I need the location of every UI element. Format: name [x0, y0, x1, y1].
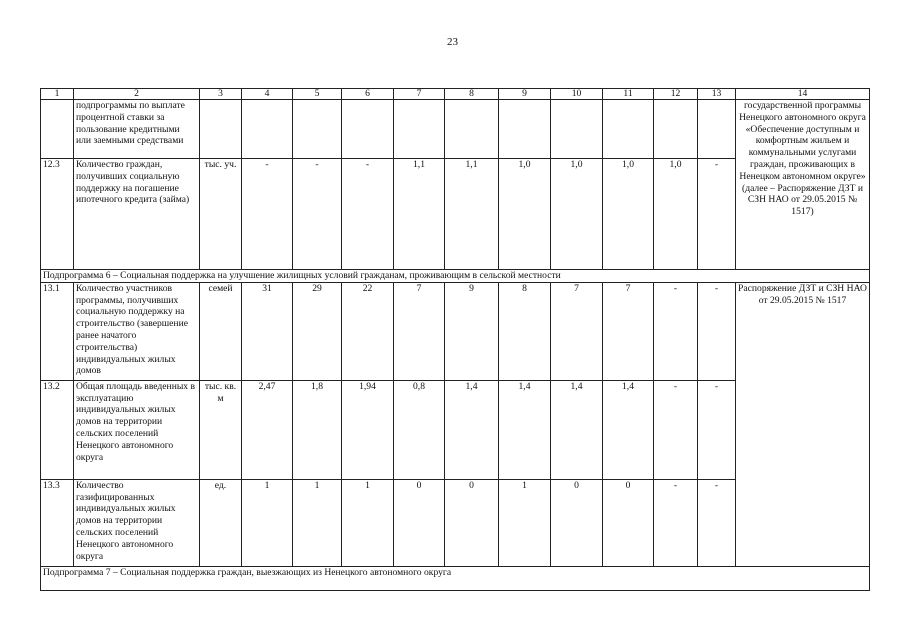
header-cell: 5: [293, 89, 342, 100]
value-cell: 1,0: [654, 159, 698, 270]
header-cell: 9: [499, 89, 551, 100]
header-cell: 1: [41, 89, 74, 100]
header-cell: 7: [394, 89, 445, 100]
header-cell: 11: [603, 89, 654, 100]
header-cell: 3: [200, 89, 242, 100]
row-number: 12.3: [41, 159, 74, 270]
header-cell: 13: [698, 89, 736, 100]
subprogram-heading: Подпрограмма 7 – Социальная поддержка граждан, выезжающих из Ненецкого автономного округа: [41, 566, 870, 590]
indicators-table: [40, 88, 870, 591]
unit-cell: тыс. уч.: [200, 159, 242, 270]
value-cell: 1: [342, 479, 394, 566]
value-cell: -: [698, 159, 736, 270]
value-cell: 1: [293, 479, 342, 566]
table-row: [41, 100, 870, 159]
header-row: [41, 89, 870, 100]
value-cell: 0: [394, 479, 445, 566]
page-number: 23: [447, 36, 458, 48]
value-cell: -: [242, 159, 293, 270]
indicator-name: Количество граждан, получивших социальную поддержку на погашение ипотечного кредита (займа): [74, 159, 200, 270]
indicator-name: Общая площадь введенных в эксплуатацию индивидуальных жилых домов на территории сельских поселений Ненецкого автономного округа: [74, 380, 200, 479]
header-cell: 12: [654, 89, 698, 100]
value-cell: -: [654, 380, 698, 479]
value-cell: -: [293, 159, 342, 270]
value-cell: 1,4: [499, 380, 551, 479]
value-cell: -: [342, 159, 394, 270]
row-number: 13.3: [41, 479, 74, 566]
header-cell: 4: [242, 89, 293, 100]
section-row: [41, 270, 870, 283]
value-cell: 7: [551, 282, 603, 380]
source-cell: Распоряжение ДЗТ и СЗН НАО от 29.05.2015 № 1517: [736, 282, 870, 566]
value-cell: 0: [603, 479, 654, 566]
value-cell: 2,47: [242, 380, 293, 479]
header-cell: 6: [342, 89, 394, 100]
unit-cell: тыс. кв. м: [200, 380, 242, 479]
header-cell: 10: [551, 89, 603, 100]
value-cell: -: [654, 479, 698, 566]
value-cell: 1,4: [551, 380, 603, 479]
table-row: [41, 282, 870, 380]
value-cell: 31: [242, 282, 293, 380]
indicator-name: Количество газифицированных индивидуальных жилых домов на территории сельских поселений Ненецкого автономного округа: [74, 479, 200, 566]
value-cell: 1,8: [293, 380, 342, 479]
subprogram-heading: Подпрограмма 6 – Социальная поддержка на улучшение жилищных условий гражданам, проживающим в сельской местности: [41, 270, 870, 283]
source-cell: государственной программы Ненецкого автономного округа «Обеспечение доступным и комфортным жильем и коммунальными услугами граждан, проживающих в Ненецком автономном округе» (далее – Распоряжение ДЗТ и СЗН НАО от 29.05.2015 № 1517): [736, 100, 870, 270]
value-cell: 1,0: [603, 159, 654, 270]
value-cell: 0: [445, 479, 499, 566]
value-cell: 1,0: [551, 159, 603, 270]
section-row: [41, 566, 870, 590]
value-cell: -: [698, 479, 736, 566]
value-cell: -: [654, 282, 698, 380]
value-cell: 8: [499, 282, 551, 380]
value-cell: -: [698, 282, 736, 380]
value-cell: -: [698, 380, 736, 479]
unit-cell: ед.: [200, 479, 242, 566]
value-cell: 1,1: [445, 159, 499, 270]
value-cell: 29: [293, 282, 342, 380]
row-number: 13.1: [41, 282, 74, 380]
value-cell: 7: [394, 282, 445, 380]
value-cell: 7: [603, 282, 654, 380]
header-cell: 14: [736, 89, 870, 100]
header-cell: 8: [445, 89, 499, 100]
value-cell: 1: [499, 479, 551, 566]
value-cell: 9: [445, 282, 499, 380]
value-cell: 1,0: [499, 159, 551, 270]
header-cell: 2: [74, 89, 200, 100]
value-cell: 1,94: [342, 380, 394, 479]
value-cell: 22: [342, 282, 394, 380]
value-cell: 1,4: [603, 380, 654, 479]
value-cell: 1: [242, 479, 293, 566]
value-cell: 1,1: [394, 159, 445, 270]
indicator-name: подпрограммы по выплате процентной ставки за пользование кредитными или заемными средствами: [74, 100, 200, 159]
value-cell: 1,4: [445, 380, 499, 479]
value-cell: 0: [551, 479, 603, 566]
unit-cell: семей: [200, 282, 242, 380]
indicator-name: Количество участников программы, получивших социальную поддержку на строительство (завершение ранее начатого строительства) индивидуальных жилых домов: [74, 282, 200, 380]
row-number: 13.2: [41, 380, 74, 479]
value-cell: 0,8: [394, 380, 445, 479]
